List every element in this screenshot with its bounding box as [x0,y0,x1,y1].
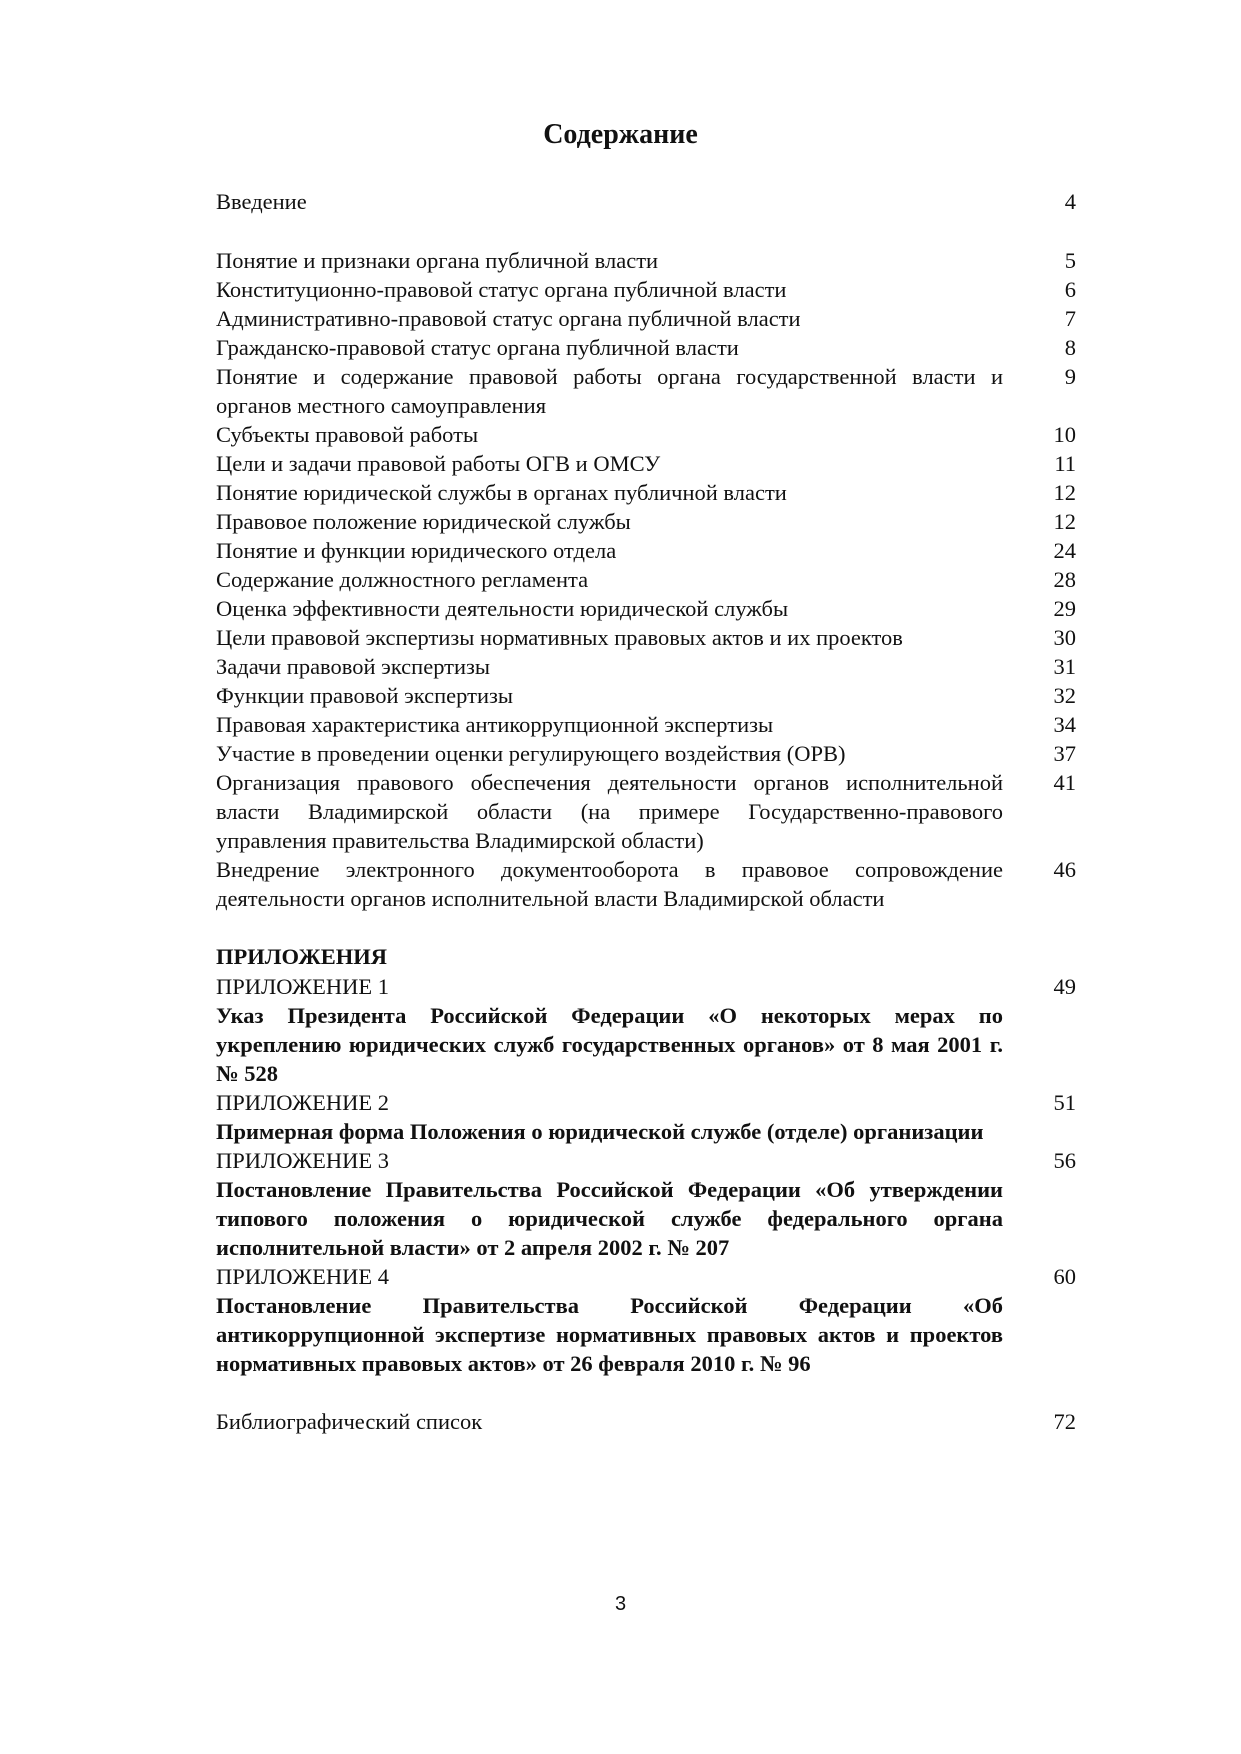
toc-entry[interactable] [216,449,1076,478]
appendix-page: 49 [1053,974,1076,999]
toc-entry-label: Правовое положение юридической службы [216,509,631,534]
toc-entry-page: 46 [1053,857,1076,882]
appendix-entry[interactable] [216,1146,1076,1175]
toc-entry[interactable] [216,623,1076,652]
toc-entry-label: Понятие и функции юридического отдела [216,538,617,563]
appendix-label: ПРИЛОЖЕНИЕ 1 [216,974,389,999]
toc-entry-page: 12 [1053,509,1076,534]
toc-entry-intro[interactable] [216,187,1076,216]
toc-entry-page: 30 [1053,625,1076,650]
toc-entry[interactable] [216,275,1076,304]
toc-entry[interactable] [216,594,1076,623]
toc-entry-page: 4 [1064,189,1076,214]
toc-entry[interactable] [216,739,1076,768]
toc-entry[interactable] [216,565,1076,594]
toc-entry[interactable] [216,478,1076,507]
toc-entry[interactable] [216,681,1076,710]
appendix-description: Примерная форма Положения о юридической службе (отделе) организации [216,1119,984,1144]
toc-entry-page: 34 [1053,712,1076,737]
toc-entry-page: 8 [1064,335,1076,360]
toc-entry-label: Понятие юридической службы в органах публичной власти [216,480,787,505]
toc-entry-label: Гражданско-правовой статус органа публичной власти [216,335,739,360]
toc-entry-page: 6 [1064,277,1076,302]
toc-entry-page: 9 [1064,364,1076,389]
toc-entry[interactable] [216,304,1076,333]
toc-entry-label: Организация правового обеспечения деятельности органов исполнительной власти Владимирской области (на примере Государственно-правового управления правительства Владимирской области) [216,770,1003,853]
toc-entry-bibliography[interactable] [216,1407,1076,1436]
toc-entry[interactable] [216,855,1076,913]
toc-entry-label: Оценка эффективности деятельности юридической службы [216,596,789,621]
toc-entry[interactable] [216,333,1076,362]
appendix-entry[interactable] [216,1262,1076,1291]
toc-entry-page: 72 [1053,1409,1076,1434]
toc-entry-label: Конституционно-правовой статус органа публичной власти [216,277,787,302]
appendix-label: ПРИЛОЖЕНИЕ 2 [216,1090,389,1115]
toc-entry-label: Понятие и содержание правовой работы органа государственной власти и органов местного самоуправления [216,364,1003,418]
toc-entry-label: Правовая характеристика антикоррупционной экспертизы [216,712,774,737]
toc-entry-label: Функции правовой экспертизы [216,683,514,708]
toc-entry-page: 37 [1053,741,1076,766]
toc-entry-label: Содержание должностного регламента [216,567,589,592]
appendices-heading: ПРИЛОЖЕНИЯ [216,944,387,969]
toc-entry[interactable] [216,710,1076,739]
appendix-page: 56 [1053,1148,1076,1173]
toc-entry-page: 12 [1053,480,1076,505]
toc-entry-label: Библиографический список [216,1409,483,1434]
page-title: Содержание [543,119,698,150]
toc-entry-page: 32 [1053,683,1076,708]
appendix-page: 60 [1053,1264,1076,1289]
toc-entry-page: 24 [1053,538,1076,563]
toc-entry-label: Субъекты правовой работы [216,422,479,447]
toc-entry-page: 7 [1064,306,1076,331]
toc-entry-label: Административно-правовой статус органа публичной власти [216,306,801,331]
appendix-page: 51 [1053,1090,1076,1115]
toc-entry-label: Внедрение электронного документооборота в правовое сопровождение деятельности органов исполнительной власти Владимирской области [216,857,1003,911]
toc-entry[interactable] [216,420,1076,449]
table-of-contents [216,187,1076,1436]
toc-entry-label: Понятие и признаки органа публичной власти [216,248,659,273]
toc-entry-page: 31 [1053,654,1076,679]
appendix-entry[interactable] [216,972,1076,1001]
toc-entry[interactable] [216,246,1076,275]
toc-entry-page: 11 [1054,451,1076,476]
page-number: 3 [614,1593,627,1615]
toc-entry[interactable] [216,507,1076,536]
toc-entry-page: 10 [1053,422,1076,447]
toc-entry[interactable] [216,768,1076,855]
toc-entry-label: Задачи правовой экспертизы [216,654,491,679]
toc-entry-label: Цели и задачи правовой работы ОГВ и ОМСУ [216,451,661,476]
toc-entry-label: Введение [216,189,307,214]
appendix-description: Постановление Правительства Российской Федерации «Об утверждении типового положения о юридической службе федерального органа исполнительной власти» от 2 апреля 2002 г. № 207 [216,1177,1003,1260]
toc-entry[interactable] [216,536,1076,565]
toc-entry-label: Участие в проведении оценки регулирующего воздействия (ОРВ) [216,741,846,766]
appendix-label: ПРИЛОЖЕНИЕ 3 [216,1148,389,1173]
toc-entry-page: 28 [1053,567,1076,592]
toc-entry[interactable] [216,652,1076,681]
appendix-description: Указ Президента Российской Федерации «О некоторых мерах по укреплению юридических служб государственных органов» от 8 мая 2001 г. № 528 [216,1003,1003,1086]
appendix-label: ПРИЛОЖЕНИЕ 4 [216,1264,389,1289]
toc-entry[interactable] [216,362,1076,420]
toc-entry-page: 5 [1064,248,1076,273]
appendix-description: Постановление Правительства Российской Федерации «Об антикоррупционной экспертизе нормативных правовых актов и проектов нормативных правовых актов» от 26 февраля 2010 г. № 96 [216,1293,1003,1376]
toc-entry-label: Цели правовой экспертизы нормативных правовых актов и их проектов [216,625,903,650]
toc-entry-page: 29 [1053,596,1076,621]
toc-entry-page: 41 [1053,770,1076,795]
appendix-entry[interactable] [216,1088,1076,1117]
